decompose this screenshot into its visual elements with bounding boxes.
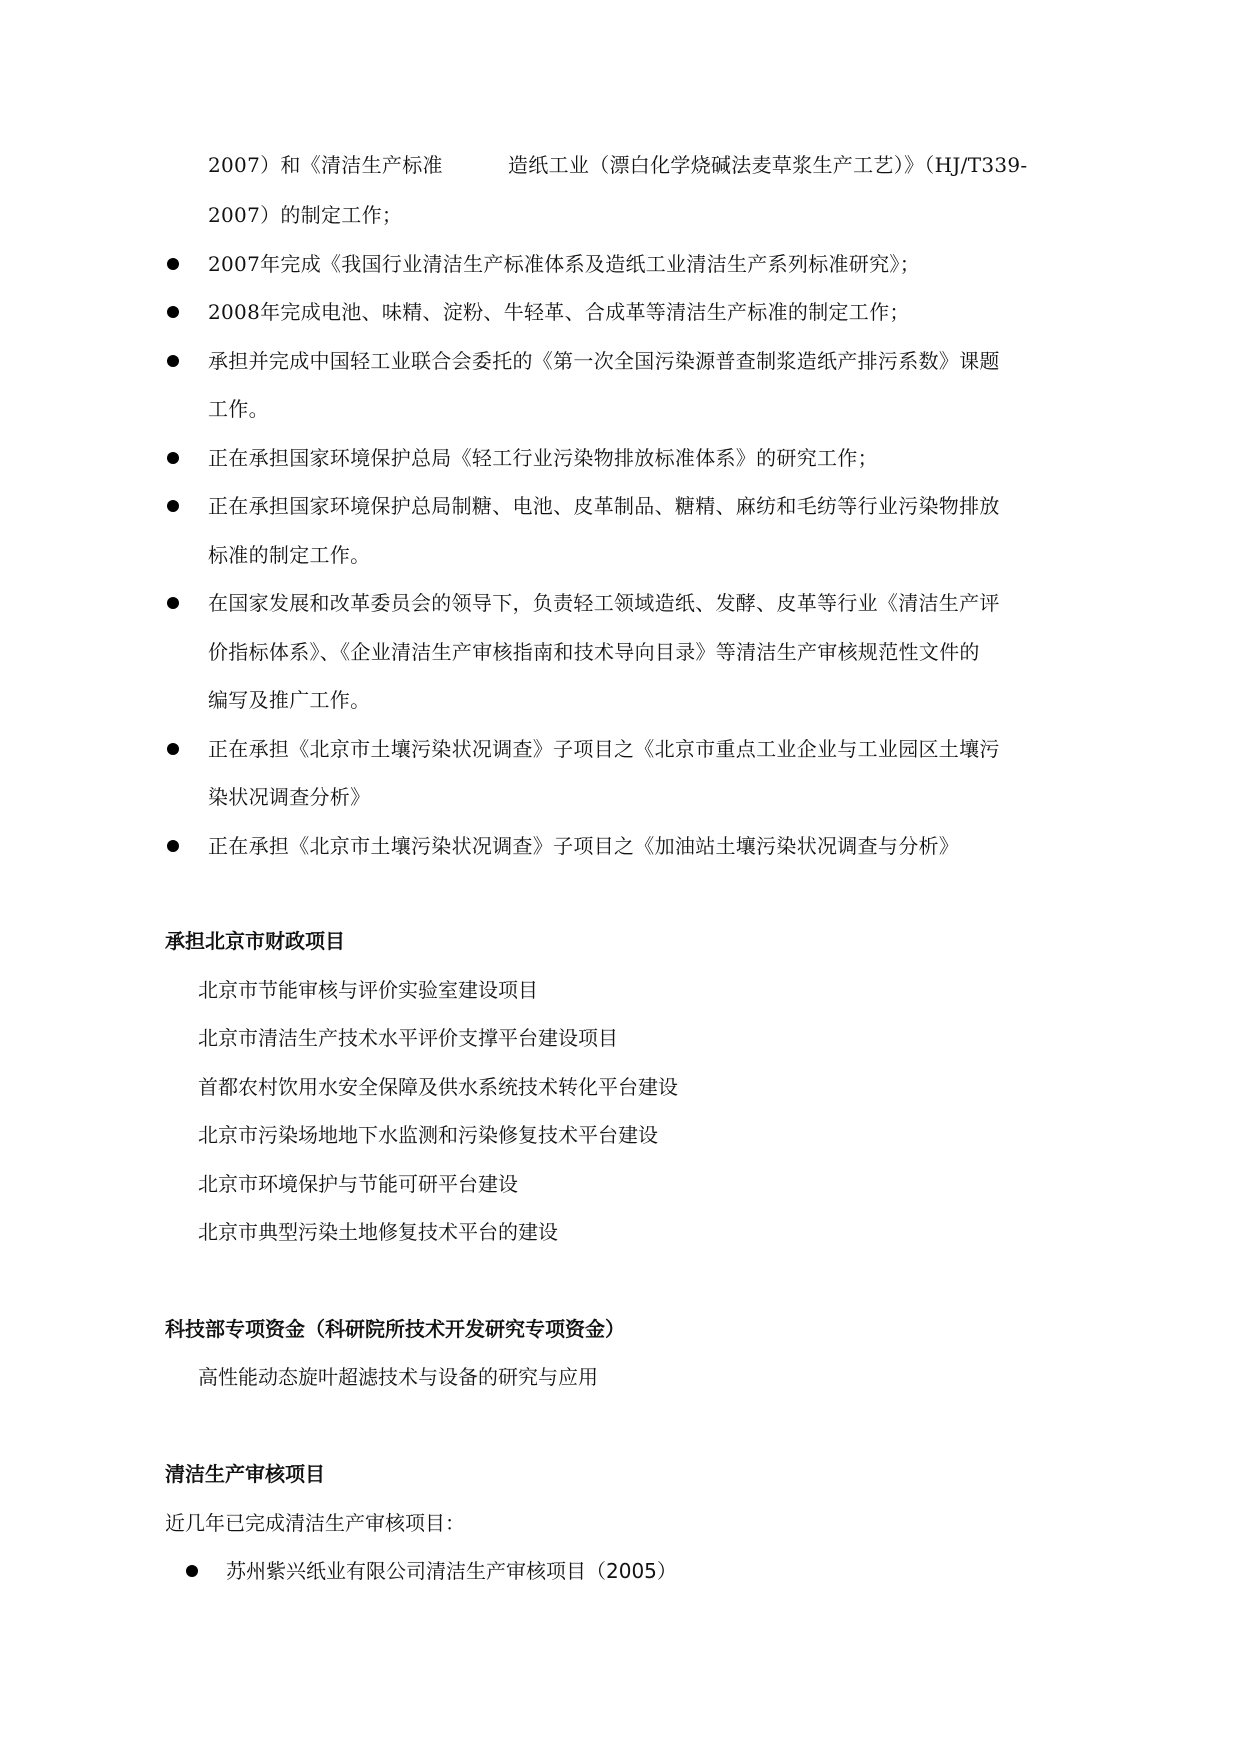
bullet-item-line: 标准的制定工作。 <box>208 543 371 567</box>
project-item: 北京市典型污染土地修复技术平台的建设 <box>198 1220 558 1244</box>
bullet-dot <box>167 452 179 464</box>
continuation-line-1b: 造纸工业（漂白化学烧碱法麦草浆生产工艺）》（HJ/T339- <box>508 153 1028 177</box>
bullet-item-line: 编写及推广工作。 <box>208 688 371 712</box>
bullet-dot <box>167 306 179 318</box>
bullet-dot <box>167 258 179 270</box>
project-item: 北京市环境保护与节能可研平台建设 <box>198 1172 518 1196</box>
audit-intro: 近几年已完成清洁生产审核项目： <box>165 1511 465 1535</box>
bullet-dot <box>167 840 179 852</box>
bullet-item-line: 在国家发展和改革委员会的领导下，负责轻工领域造纸、发酵、皮革等行业《清洁生产评 <box>208 591 1000 615</box>
project-item: 北京市污染场地地下水监测和污染修复技术平台建设 <box>198 1123 658 1147</box>
audit-item: 苏州紫兴纸业有限公司清洁生产审核项目（2005） <box>226 1559 677 1583</box>
project-item: 北京市节能审核与评价实验室建设项目 <box>198 978 538 1002</box>
bullet-item-line: 承担并完成中国轻工业联合会委托的《第一次全国污染源普查制浆造纸产排污系数》课题 <box>208 349 1000 373</box>
bullet-dot <box>167 500 179 512</box>
project-item: 首都农村饮用水安全保障及供水系统技术转化平台建设 <box>198 1075 678 1099</box>
bullet-item-line: 染状况调查分析》 <box>208 785 371 809</box>
section-heading: 科技部专项资金（科研院所技术开发研究专项资金） <box>165 1317 625 1341</box>
bullet-item-line: 正在承担《北京市土壤污染状况调查》子项目之《加油站土壤污染状况调查与分析》 <box>208 834 960 858</box>
continuation-line-1a: 2007）和《清洁生产标准 <box>208 153 443 177</box>
bullet-item-line: 2007年完成《我国行业清洁生产标准体系及造纸工业清洁生产系列标准研究》； <box>208 252 920 276</box>
bullet-dot <box>167 743 179 755</box>
bullet-dot <box>167 597 179 609</box>
project-item: 高性能动态旋叶超滤技术与设备的研究与应用 <box>198 1365 598 1389</box>
bullet-item-line: 正在承担国家环境保护总局制糖、电池、皮革制品、糖精、麻纺和毛纺等行业污染物排放 <box>208 494 1000 518</box>
continuation-line-2: 2007）的制定工作； <box>208 203 403 227</box>
bullet-dot <box>167 355 179 367</box>
bullet-item-line: 2008年完成电池、味精、淀粉、牛轻革、合成革等清洁生产标准的制定工作； <box>208 300 910 324</box>
bullet-dot <box>186 1565 198 1577</box>
bullet-item-line: 正在承担《北京市土壤污染状况调查》子项目之《北京市重点工业企业与工业园区土壤污 <box>208 737 1000 761</box>
project-item: 北京市清洁生产技术水平评价支撑平台建设项目 <box>198 1026 618 1050</box>
section-heading: 清洁生产审核项目 <box>165 1462 325 1486</box>
section-heading: 承担北京市财政项目 <box>165 929 345 953</box>
bullet-item-line: 价指标体系》、《企业清洁生产审核指南和技术导向目录》等清洁生产审核规范性文件的 <box>208 640 980 664</box>
bullet-item-line: 工作。 <box>208 397 269 421</box>
bullet-item-line: 正在承担国家环境保护总局《轻工行业污染物排放标准体系》的研究工作； <box>208 446 878 470</box>
